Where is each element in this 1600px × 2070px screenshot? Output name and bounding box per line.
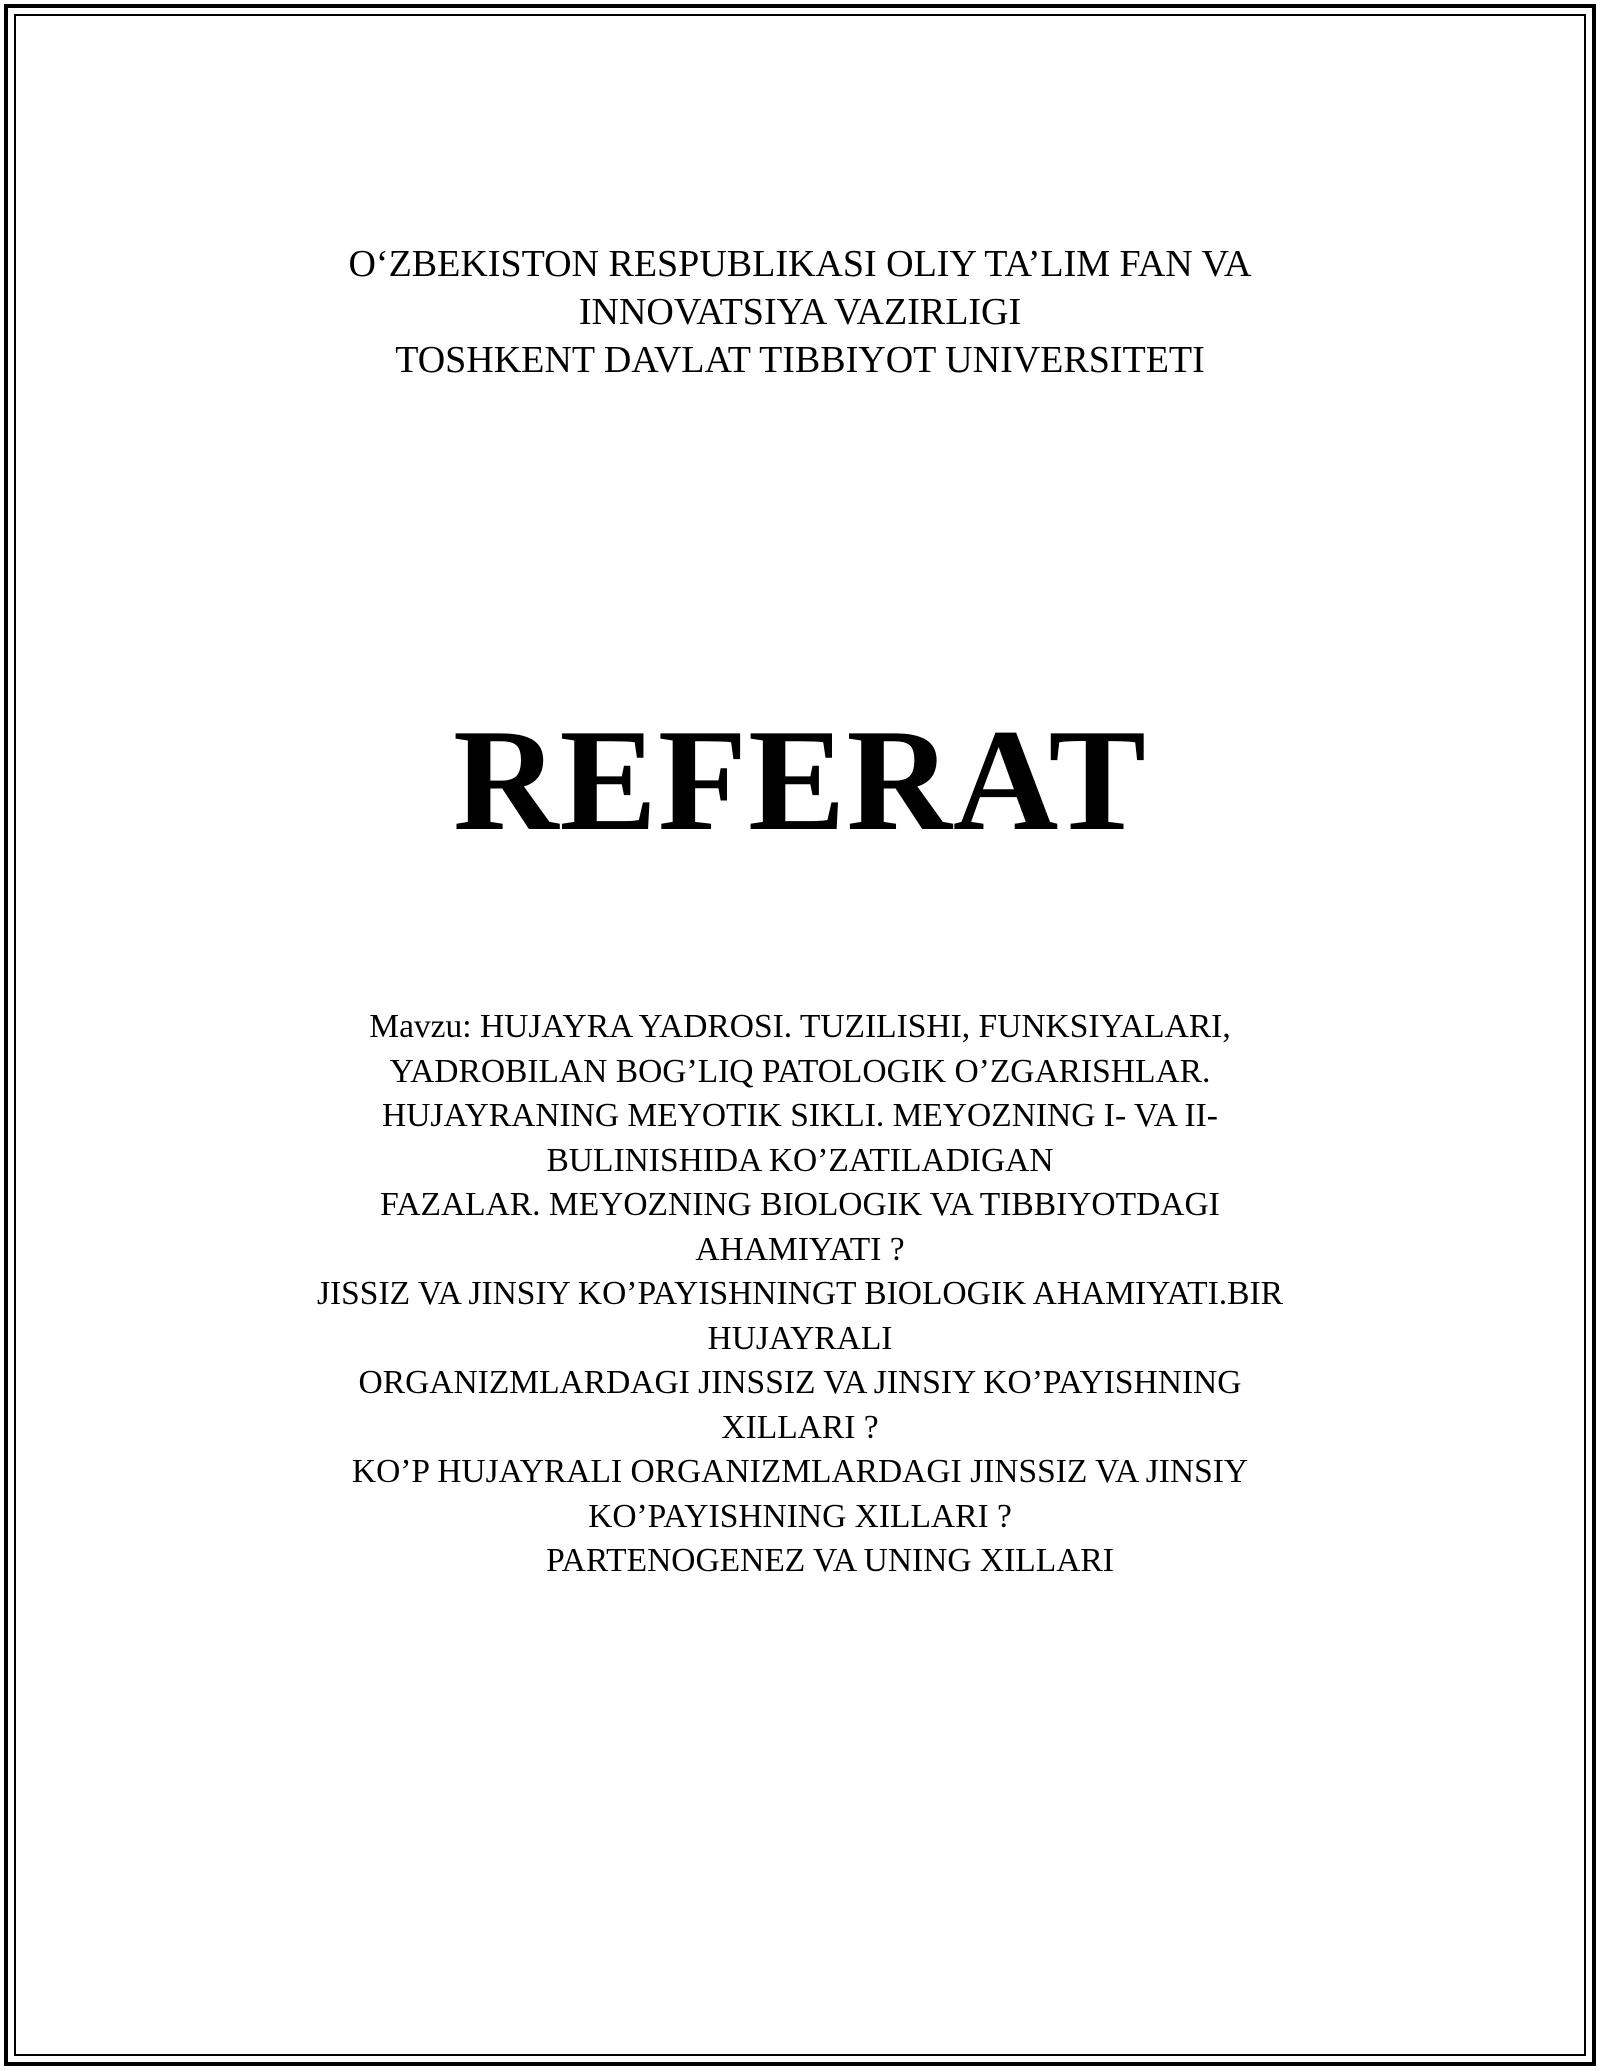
topic-line: HUJAYRANING MEYOTIK SIKLI. MEYOZNING I- VA II- [382,1097,1218,1134]
topic-line: HUJAYRALI [707,1319,893,1357]
header-line-university: TOSHKENT DAVLAT TIBBIYOT UNIVERSITETI [395,339,1205,381]
header-line-ministry-1: O‘ZBEKISTON RESPUBLIKASI OLIY TA’LIM FAN VA [348,243,1252,285]
topic-line: YADROBILAN BOG’LIQ PATOLOGIK O’ZGARISHLAR. [389,1052,1211,1090]
topic-line: AHAMIYATI ? [695,1230,905,1268]
institution-header [0,240,1600,384]
topic-line: KO’PAYISHNING XILLARI ? [588,1497,1012,1535]
header-line-ministry-2: INNOVATSIYA VAZIRLIGI [578,291,1022,333]
topic-line: ORGANIZMLARDAGI JINSSIZ VA JINSIY KO’PAYISHNING [358,1364,1242,1401]
topic-line: BULINISHIDA KO’ZATILADIGAN [546,1141,1054,1179]
topic-block [0,1005,1600,1584]
topic-line: Mavzu: HUJAYRA YADROSI. TUZILISHI, FUNKSIYALARI, [369,1008,1231,1045]
topic-line: JISSIZ VA JINSIY KO’PAYISHNINGT BIOLOGIK AHAMIYATI.BIR [316,1275,1284,1312]
topic-line: KO’P HUJAYRALI ORGANIZMLARDAGI JINSSIZ VA JINSIY [351,1453,1249,1490]
topic-line: XILLARI ? [721,1408,879,1446]
topic-line: FAZALAR. MEYOZNING BIOLOGIK VA TIBBIYOTDAGI [380,1186,1220,1223]
topic-line: PARTENOGENEZ VA UNING XILLARI [546,1542,1114,1579]
document-title: REFERAT [453,699,1147,861]
